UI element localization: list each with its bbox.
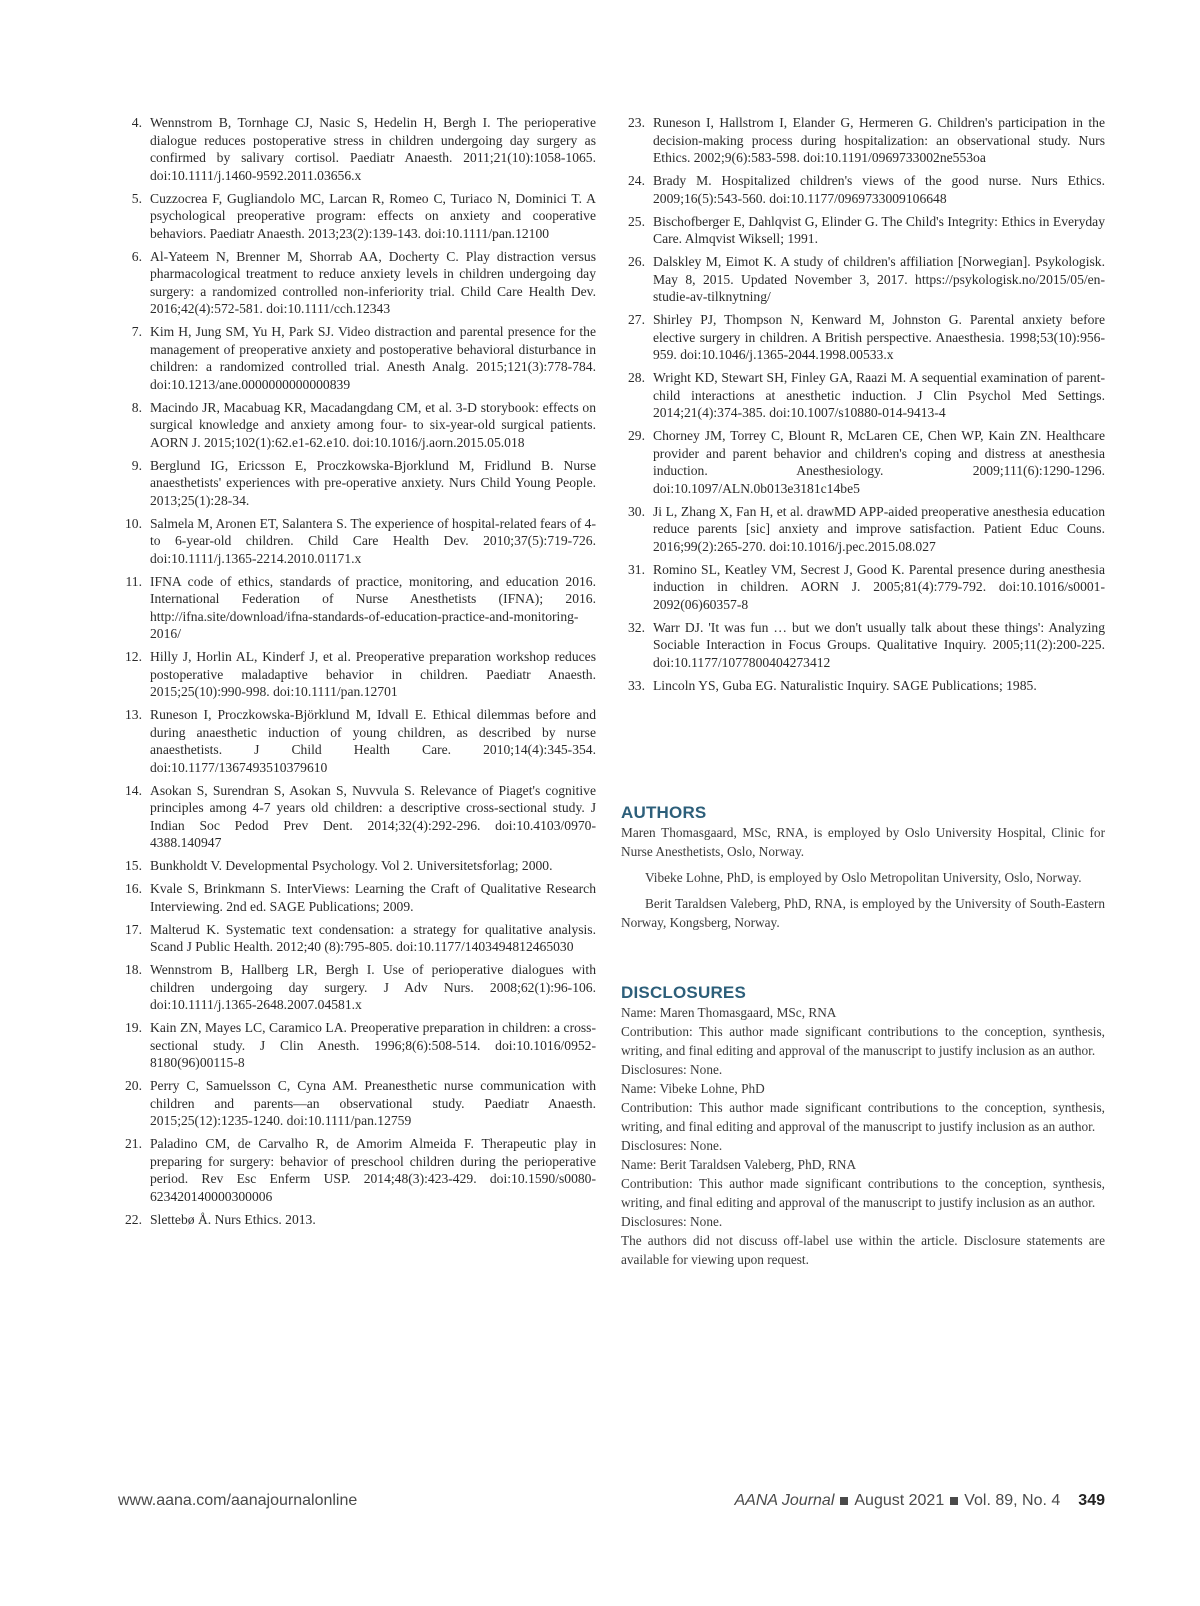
disclosure-line: Contribution: This author made significant contributions to the conception, synthesis, writing, and final editing and approval of the manuscript to justify inclusion as an author. — [621, 1176, 1105, 1210]
reference-text: Shirley PJ, Thompson N, Kenward M, Johnston G. Parental anxiety before elective surgery in children. A British perspective. Anaesthesia. 1998;53(10):956-959. doi:10.1046/j.1365-2044.1998.00533.x — [653, 312, 1105, 362]
reference-text: Asokan S, Surendran S, Asokan S, Nuvvula S. Relevance of Piaget's cognitive principles among 4-7 years old children: a descriptive cross-sectional study. J Indian Soc Pedod Prev Dent. 2014;32(4):292-296. doi:10.4103/0970-4388.140947 — [150, 782, 596, 850]
disclosure-line: The authors did not discuss off-label use within the article. Disclosure statements are available for viewing upon request. — [621, 1233, 1105, 1267]
reference-number: 15. — [125, 858, 142, 873]
reference-item — [118, 880, 596, 915]
reference-number: 10. — [125, 515, 142, 531]
disclosure-line: Contribution: This author made significant contributions to the conception, synthesis, writing, and final editing and approval of the manuscript to justify inclusion as an author. — [621, 1100, 1105, 1134]
reference-item — [118, 399, 596, 452]
authors-heading: AUTHORS — [621, 803, 707, 822]
reference-text: Wennstrom B, Tornhage CJ, Nasic S, Hedelin H, Bergh I. The perioperative dialogue reduces postoperative stress in children undergoing day surgery as confirmed by salivary cortisol. Paediatr Anaesth. 2011;21(10):1058-1065. doi:10.1111/j.1460-9592.2011.03656.x — [150, 115, 596, 183]
disclosure-line: Disclosures: None. — [621, 1214, 723, 1229]
reference-item — [118, 782, 596, 852]
reference-item — [118, 961, 596, 1014]
reference-item — [621, 253, 1105, 306]
reference-text: Kim H, Jung SM, Yu H, Park SJ. Video distraction and parental presence for the management of preoperative anxiety and postoperative behavioral disturbance in children: a randomized controlled trial. Anesth Analg. 2015;121(3):778-784. doi:10.1213/ane.0000000000000839 — [150, 324, 596, 392]
reference-number: 22. — [125, 1211, 142, 1227]
author-bio: Berit Taraldsen Valeberg, PhD, RNA, is employed by the University of South-Eastern Norway, Kongsberg, Norway. — [621, 896, 1105, 930]
reference-text: Bunkholdt V. Developmental Psychology. Vol 2. Universitetsforlag; 2000. — [150, 858, 553, 873]
reference-text: Malterud K. Systematic text condensation: a strategy for qualitative analysis. Scand J Public Health. 2012;40 (8):795-805. doi:10.1177/1403494812465030 — [150, 921, 596, 954]
reference-item — [118, 190, 596, 243]
reference-text: Warr DJ. 'It was fun … but we don't usually talk about these things': Analyzing Sociable Interaction in Focus Groups. Qualitative Inquiry. 2005;11(2):200-225. doi:10.1177/1077800404273412 — [653, 619, 1105, 670]
reference-number: 7. — [131, 324, 142, 339]
reference-item — [118, 1211, 596, 1229]
reference-text: Slettebø Å. Nurs Ethics. 2013. — [150, 1211, 316, 1227]
footer-journal-info — [734, 1492, 1105, 1510]
reference-text: Runeson I, Proczkowska-Björklund M, Idvall E. Ethical dilemmas before and during anaesthetic induction of young children, as described by nurse anaesthetists. J Child Health Care. 2010;14(4):345-354. doi:10.1177/1367493510379610 — [150, 707, 596, 775]
volume-issue: Vol. 89, No. 4 — [964, 1492, 1061, 1509]
disclosure-line: Disclosures: None. — [621, 1062, 723, 1077]
reference-item — [118, 1135, 596, 1205]
reference-text: IFNA code of ethics, standards of practice, monitoring, and education 2016. International Federation of Nurse Anesthetists (IFNA); 2016. http://ifna.site/download/ifna-standards-of-education-practice-and-monitoring-2016/ — [150, 573, 596, 641]
reference-number: 12. — [125, 649, 142, 664]
disclosure-line: Contribution: This author made significant contributions to the conception, synthesis, writing, and final editing and approval of the manuscript to justify inclusion as an author. — [621, 1024, 1105, 1058]
reference-number: 31. — [628, 561, 645, 577]
authors-section — [621, 803, 1105, 932]
reference-number: 33. — [628, 677, 645, 693]
reference-text: Lincoln YS, Guba EG. Naturalistic Inquiry. SAGE Publications; 1985. — [653, 677, 1037, 693]
reference-number: 18. — [125, 962, 142, 977]
reference-item — [621, 503, 1105, 556]
reference-text: Kain ZN, Mayes LC, Caramico LA. Preoperative preparation in children: a cross-sectional study. J Clin Anesth. 1996;8(6):508-514. doi:10.1016/0952-8180(96)00115-8 — [150, 1020, 596, 1070]
reference-text: Bischofberger E, Dahlqvist G, Elinder G. The Child's Integrity: Ethics in Everyday Care. Almqvist Wiksell; 1991. — [653, 213, 1105, 246]
reference-number: 6. — [131, 248, 142, 264]
reference-item — [621, 619, 1105, 672]
reference-number: 30. — [628, 503, 645, 519]
author-bio: Vibeke Lohne, PhD, is employed by Oslo Metropolitan University, Oslo, Norway. — [645, 870, 1082, 885]
reference-list-right — [621, 114, 1105, 700]
reference-number: 32. — [628, 619, 645, 635]
reference-item — [118, 457, 596, 510]
reference-text: Perry C, Samuelsson C, Cyna AM. Preanesthetic nurse communication with children and parents—an observational study. Paediatr Anaesth. 2015;25(12):1235-1240. doi:10.1111/pan.12759 — [150, 1078, 596, 1128]
reference-text: Cuzzocrea F, Gugliandolo MC, Larcan R, Romeo C, Turiaco N, Dominici T. A psychological preoperative program: effects on anxiety and cooperative behaviors. Paediatr Anaesth. 2013;23(2):139-143. doi:10.1111/pan.12100 — [150, 190, 596, 241]
reference-item — [621, 369, 1105, 422]
reference-number: 5. — [131, 190, 142, 206]
reference-number: 9. — [131, 457, 142, 473]
reference-item — [118, 857, 596, 875]
reference-number: 11. — [125, 573, 142, 589]
disclosure-line: Disclosures: None. — [621, 1138, 723, 1153]
reference-item — [621, 114, 1105, 167]
reference-item — [118, 1019, 596, 1072]
reference-number: 25. — [628, 213, 645, 229]
reference-item — [118, 706, 596, 776]
reference-text: Dalskley M, Eimot K. A study of children's affiliation [Norwegian]. Psykologisk. May 8, 2015. Updated November 3, 2017. https://psykologisk.no/2015/05/en-studie-av-tilknytning/ — [653, 254, 1105, 304]
reference-number: 28. — [628, 370, 645, 385]
reference-number: 16. — [125, 881, 142, 896]
reference-text: Paladino CM, de Carvalho R, de Amorim Almeida F. Therapeutic play in preparing for surgery: behavior of preschool children during the perioperative period. Rev Esc Enferm USP. 2014;48(3):423-429. doi:10.1590/s0080-623420140000300006 — [150, 1136, 596, 1204]
reference-number: 17. — [125, 921, 142, 937]
reference-item — [118, 921, 596, 956]
reference-number: 23. — [628, 115, 645, 130]
reference-item — [621, 561, 1105, 614]
author-bio: Maren Thomasgaard, MSc, RNA, is employed by Oslo University Hospital, Clinic for Nurse Anesthetists, Oslo, Norway. — [621, 825, 1105, 859]
reference-item — [118, 323, 596, 393]
issue-date: August 2021 — [854, 1492, 945, 1509]
reference-text: Wright KD, Stewart SH, Finley GA, Raazi M. A sequential examination of parent-child interactions at anesthetic induction. J Clin Psychol Med Settings. 2014;21(4):374-385. doi:10.1007/s10880-014-9413-4 — [653, 370, 1105, 420]
reference-number: 20. — [125, 1078, 142, 1093]
reference-number: 14. — [125, 782, 142, 798]
reference-item — [118, 1077, 596, 1130]
reference-text: Kvale S, Brinkmann S. InterViews: Learning the Craft of Qualitative Research Interviewing. 2nd ed. SAGE Publications; 2009. — [150, 881, 596, 914]
reference-text: Hilly J, Horlin AL, Kinderf J, et al. Preoperative preparation workshop reduces postoperative maladaptive behavior in children. Paediatr Anaesth. 2015;25(10):990-998. doi:10.1111/pan.12701 — [150, 649, 596, 699]
reference-text: Wennstrom B, Hallberg LR, Bergh I. Use of perioperative dialogues with children undergoing day surgery. J Adv Nurs. 2008;62(1):96-106. doi:10.1111/j.1365-2648.2007.04581.x — [150, 962, 596, 1012]
reference-text: Berglund IG, Ericsson E, Proczkowska-Bjorklund M, Fridlund B. Nurse anaesthetists' experiences with pre-operative anxiety. Nurs Child Young People. 2013;25(1):28-34. — [150, 457, 596, 508]
reference-text: Chorney JM, Torrey C, Blount R, McLaren CE, Chen WP, Kain ZN. Healthcare provider and parent behavior and children's coping and distress at anesthesia induction. Anesthesiology. 2009;111(6):1290-1296. doi:10.1097/ALN.0b013e3181c14be5 — [653, 428, 1105, 496]
reference-number: 24. — [628, 173, 645, 188]
reference-number: 8. — [131, 399, 142, 415]
page-footer — [118, 1492, 1105, 1514]
square-separator-icon — [840, 1497, 848, 1505]
reference-item — [118, 114, 596, 184]
disclosures-heading: DISCLOSURES — [621, 983, 746, 1002]
reference-number: 4. — [131, 115, 142, 130]
reference-item — [621, 311, 1105, 364]
footer-url-link[interactable]: www.aana.com/aanajournalonline — [118, 1492, 358, 1509]
reference-item — [118, 515, 596, 568]
reference-item — [621, 172, 1105, 207]
reference-item — [621, 427, 1105, 497]
reference-item — [118, 248, 596, 318]
reference-text: Runeson I, Hallstrom I, Elander G, Hermeren G. Children's participation in the decision-making process during hospitalization: an observational study. Nurs Ethics. 2002;9(6):583-598. doi:10.1191/0969733002ne553oa — [653, 115, 1105, 165]
reference-item — [621, 213, 1105, 248]
reference-text: Romino SL, Keatley VM, Secrest J, Good K. Parental presence during anesthesia induction in children. AORN J. 2005;81(4):779-792. doi:10.1016/s0001-2092(06)60357-8 — [653, 561, 1105, 612]
reference-text: Al-Yateem N, Brenner M, Shorrab AA, Docherty C. Play distraction versus pharmacological treatment to reduce anxiety levels in children undergoing day surgery: a randomized controlled non-inferiority trial. Child Care Health Dev. 2016;42(4):572-581. doi:10.1111/cch.12343 — [150, 248, 596, 316]
reference-number: 27. — [628, 312, 645, 327]
reference-list-left — [118, 114, 596, 1234]
disclosure-line: Name: Vibeke Lohne, PhD — [621, 1081, 765, 1096]
reference-text: Brady M. Hospitalized children's views of the good nurse. Nurs Ethics. 2009;16(5):543-560. doi:10.1177/0969733009106648 — [653, 173, 1105, 206]
reference-number: 13. — [125, 707, 142, 722]
reference-item — [118, 573, 596, 643]
square-separator-icon — [950, 1497, 958, 1505]
reference-item — [118, 648, 596, 701]
page-number: 349 — [1078, 1492, 1105, 1509]
journal-title: AANA Journal — [734, 1492, 835, 1509]
reference-text: Ji L, Zhang X, Fan H, et al. drawMD APP-aided preoperative anesthesia education reduce parents [sic] anxiety and improve satisfaction. Patient Educ Couns. 2016;99(2):265-270. doi:10.1016/j.pec.2015.08.027 — [653, 503, 1105, 554]
reference-number: 29. — [628, 428, 645, 443]
reference-text: Macindo JR, Macabuag KR, Macadangdang CM, et al. 3-D storybook: effects on surgical knowledge and anxiety among four- to six-year-old surgical patients. AORN J. 2015;102(1):62.e1-62.e10. doi:10.1016/j.aorn.2015.05.018 — [150, 399, 596, 450]
reference-text: Salmela M, Aronen ET, Salantera S. The experience of hospital-related fears of 4- to 6-year-old children. Child Care Health Dev. 2010;37(5):719-726. doi:10.1111/j.1365-2214.2010.01171.x — [150, 515, 596, 566]
reference-number: 21. — [125, 1136, 142, 1151]
reference-number: 19. — [125, 1020, 142, 1035]
reference-number: 26. — [628, 254, 645, 269]
reference-item — [621, 677, 1105, 695]
disclosure-line: Name: Berit Taraldsen Valeberg, PhD, RNA — [621, 1157, 857, 1172]
disclosures-section — [621, 983, 1105, 1269]
disclosure-line: Name: Maren Thomasgaard, MSc, RNA — [621, 1005, 837, 1020]
